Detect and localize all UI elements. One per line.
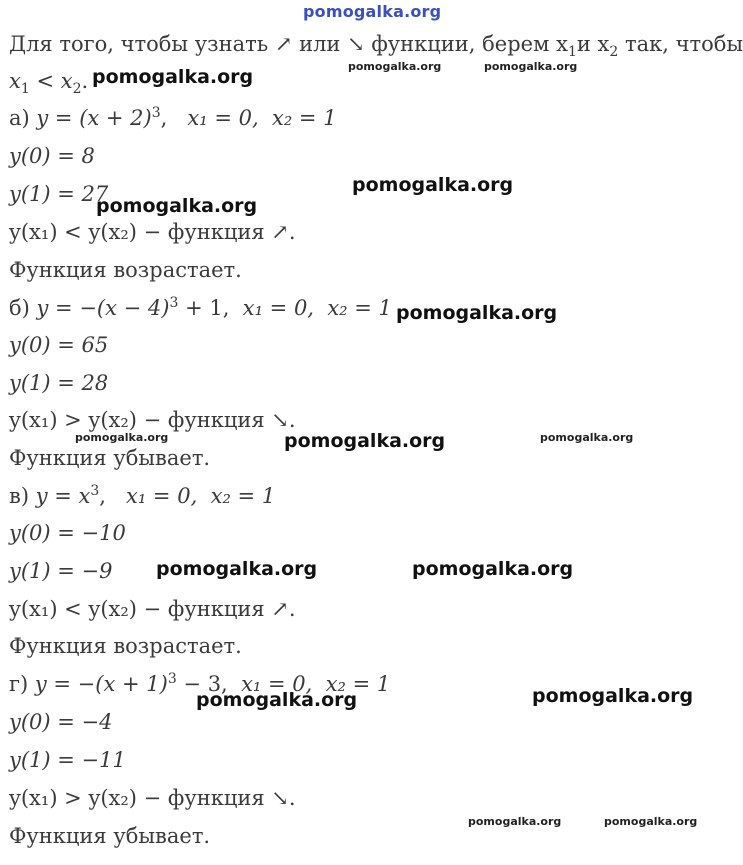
watermark-15: pomogalka.org — [604, 815, 698, 828]
intro-line-1 — [9, 30, 743, 58]
part-b-y0 — [9, 331, 108, 359]
part-a-x2: x₂ = 1 — [272, 106, 337, 130]
part-d-x2: x₂ = 1 — [325, 672, 391, 696]
watermark-10: pomogalka.org — [156, 558, 318, 580]
part-c-compare — [9, 595, 296, 623]
watermark-14: pomogalka.org — [468, 815, 562, 828]
part-c-y1 — [9, 557, 113, 585]
part-c-label: в) — [9, 484, 36, 508]
part-d-formula-tail: − 3, — [176, 672, 228, 696]
part-d-compare-text: y(x₁) > y(x₂) − функция ↘. — [9, 786, 296, 810]
part-c-formula: y = x — [35, 484, 91, 508]
part-b-compare-text: y(x₁) > y(x₂) − функция ↘. — [9, 408, 296, 432]
part-c-x2: x₂ = 1 — [210, 484, 276, 508]
watermark-13: pomogalka.org — [532, 685, 694, 707]
part-a-conclusion — [9, 256, 242, 284]
part-a-x1: x₁ = 0, — [187, 106, 259, 130]
part-b-y1 — [9, 369, 108, 397]
watermark-11: pomogalka.org — [412, 558, 574, 580]
part-d-conclusion-text: Функция убывает. — [9, 824, 211, 848]
part-c-power: 3 — [90, 483, 100, 499]
intro-period: . — [81, 69, 89, 93]
intro-x1: x — [9, 69, 21, 93]
intro-sub-1: 1 — [567, 44, 577, 60]
intro-x2-sub: 2 — [72, 81, 82, 97]
part-d-y1 — [9, 746, 126, 774]
watermark-3: pomogalka.org — [484, 60, 578, 73]
part-b-compare — [9, 406, 296, 434]
intro-sub-2: 2 — [609, 44, 619, 60]
part-d-power: 3 — [167, 671, 177, 687]
part-a-label: а) — [9, 106, 37, 130]
watermark-1: pomogalka.org — [92, 66, 254, 88]
intro-x1-sub: 1 — [20, 81, 30, 97]
part-a-formula-tail: , — [160, 106, 168, 130]
part-d-conclusion — [9, 822, 210, 850]
part-c-y0 — [9, 519, 126, 547]
part-b-formula: y = −(x − 4) — [36, 296, 170, 320]
part-a-compare-text: y(x₁) < y(x₂) − функция ↗. — [9, 220, 296, 244]
part-b-formula-tail: + 1, — [178, 296, 230, 320]
intro-line-2 — [9, 67, 88, 95]
part-b-x2: x₂ = 1 — [327, 296, 392, 320]
intro-x2: < x — [29, 69, 73, 93]
part-a-power: 3 — [151, 105, 161, 121]
part-b-x1: x₁ = 0, — [242, 296, 314, 320]
part-b-conclusion — [9, 444, 210, 472]
part-a-compare — [9, 218, 296, 246]
watermark-6: pomogalka.org — [396, 302, 558, 324]
part-a-y0-text: y(0) = 8 — [9, 144, 95, 168]
part-d-x1: x₁ = 0, — [241, 672, 313, 696]
part-d-y0 — [9, 708, 113, 736]
intro-text: Для того, чтобы узнать ↗ или ↘ функции, берем x — [9, 32, 568, 56]
part-d-formula: y = −(x + 1) — [34, 672, 168, 696]
intro-mid: и x — [576, 32, 610, 56]
part-b-conclusion-text: Функция убывает. — [9, 446, 211, 470]
part-c-x1: x₁ = 0, — [126, 484, 198, 508]
intro-end: так, чтобы — [618, 32, 743, 56]
part-b-power: 3 — [169, 295, 179, 311]
part-a-y0 — [9, 142, 95, 170]
watermark-4: pomogalka.org — [352, 174, 514, 196]
part-c-y0-text: y(0) = −10 — [9, 521, 126, 545]
part-d-compare — [9, 784, 296, 812]
part-c-y1-text: y(1) = −9 — [9, 559, 113, 583]
watermark-7: pomogalka.org — [75, 431, 169, 444]
part-c-conclusion-text: Функция возрастает. — [9, 634, 242, 658]
part-d-label: г) — [9, 672, 35, 696]
part-a-header — [9, 104, 337, 132]
part-a-formula: y = (x + 2) — [36, 106, 152, 130]
watermark-top: pomogalka.org — [303, 2, 442, 21]
part-b-y0-text: y(0) = 65 — [9, 333, 109, 357]
watermark-8: pomogalka.org — [284, 430, 446, 452]
part-b-header — [9, 294, 392, 322]
part-a-y1-text: y(1) = 27 — [9, 182, 109, 206]
watermark-2: pomogalka.org — [348, 60, 442, 73]
part-b-y1-text: y(1) = 28 — [9, 371, 109, 395]
part-c-formula-tail: , — [99, 484, 106, 508]
part-a-conclusion-text: Функция возрастает. — [9, 258, 242, 282]
part-b-label: б) — [9, 296, 37, 320]
part-d-y0-text: y(0) = −4 — [9, 710, 113, 734]
watermark-9: pomogalka.org — [540, 431, 634, 444]
watermark-5: pomogalka.org — [96, 195, 258, 217]
part-c-header — [9, 482, 275, 510]
part-a-y1 — [9, 180, 108, 208]
part-c-compare-text: y(x₁) < y(x₂) − функция ↗. — [9, 597, 296, 621]
watermark-12: pomogalka.org — [196, 689, 358, 711]
part-d-y1-text: y(1) = −11 — [9, 748, 126, 772]
part-c-conclusion — [9, 632, 242, 660]
